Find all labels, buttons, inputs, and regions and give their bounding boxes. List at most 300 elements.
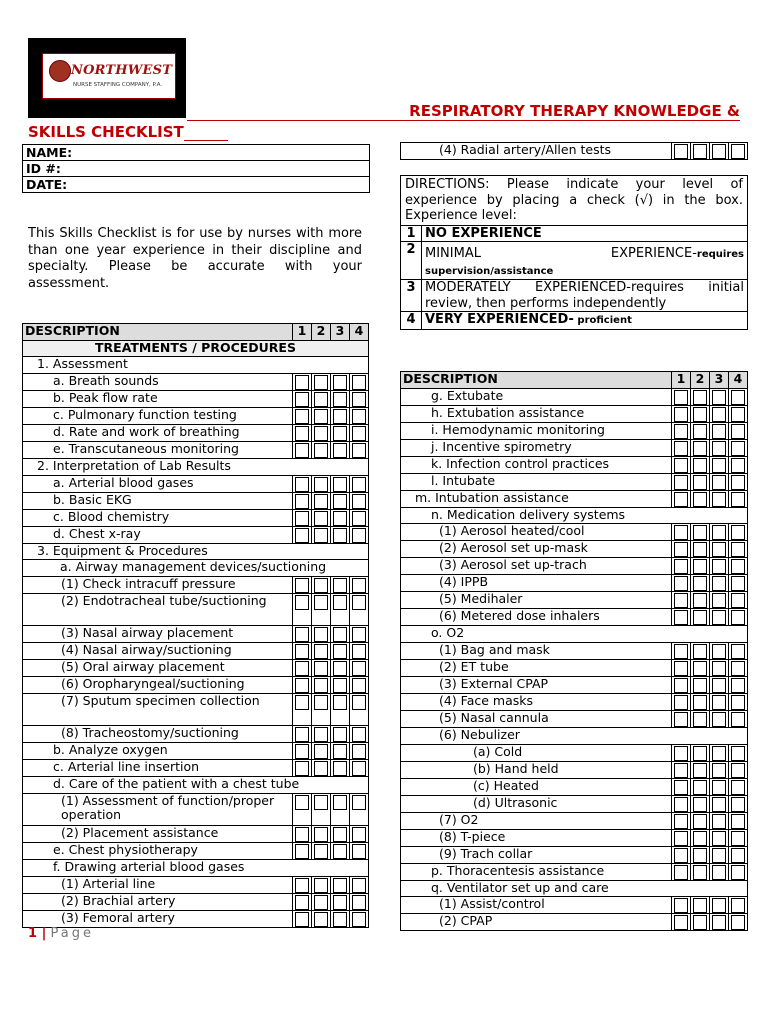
checkbox-3[interactable]: [710, 643, 729, 660]
checkbox-3[interactable]: [710, 143, 729, 160]
checkbox-1[interactable]: [672, 388, 691, 405]
table-row: [401, 914, 748, 931]
row-label: o. O2: [401, 626, 748, 643]
checkbox-4[interactable]: [729, 643, 748, 660]
row-label: 1. Assessment: [23, 357, 369, 374]
checkbox-3[interactable]: [331, 577, 350, 594]
table-row: [23, 374, 369, 391]
checkbox-3[interactable]: [331, 442, 350, 459]
checkbox-2[interactable]: [312, 893, 331, 910]
checkbox-4[interactable]: [350, 391, 369, 408]
checkbox-2[interactable]: [312, 825, 331, 842]
checkbox-2[interactable]: [312, 694, 331, 726]
checkbox-2[interactable]: [691, 422, 710, 439]
checkbox-2[interactable]: [312, 910, 331, 927]
checkbox-2[interactable]: [691, 829, 710, 846]
table-row: [23, 492, 369, 509]
checkbox-3[interactable]: [710, 473, 729, 490]
checkbox-2[interactable]: [691, 761, 710, 778]
checkbox-3[interactable]: [710, 388, 729, 405]
checkbox-4[interactable]: [350, 492, 369, 509]
row-label: (c) Heated: [401, 778, 672, 795]
table-row: [401, 846, 748, 863]
row-label: (7) Sputum specimen collection: [23, 694, 293, 726]
checkbox-4[interactable]: [350, 626, 369, 643]
checkbox-1[interactable]: [293, 374, 312, 391]
checkbox-4[interactable]: [350, 660, 369, 677]
checkbox-1[interactable]: [293, 825, 312, 842]
checkbox-1[interactable]: [672, 660, 691, 677]
date-field[interactable]: DATE:: [23, 177, 370, 193]
table-row: [23, 509, 369, 526]
checkbox-1[interactable]: [293, 677, 312, 694]
checkbox-3[interactable]: [710, 524, 729, 541]
checkbox-3[interactable]: [710, 405, 729, 422]
checkbox-1[interactable]: [293, 442, 312, 459]
checkbox-2[interactable]: [691, 795, 710, 812]
table-row: [23, 743, 369, 760]
table-row: [23, 459, 369, 476]
checkbox-1[interactable]: [672, 795, 691, 812]
checkbox-3[interactable]: [710, 456, 729, 473]
checkbox-4[interactable]: [729, 761, 748, 778]
checkbox-2[interactable]: [691, 575, 710, 592]
checkbox-2[interactable]: [312, 793, 331, 825]
checkbox-1[interactable]: [293, 893, 312, 910]
checkbox-2[interactable]: [691, 914, 710, 931]
radial-row-table: [400, 142, 748, 160]
checkbox-4[interactable]: [350, 743, 369, 760]
row-label: a. Breath sounds: [23, 374, 293, 391]
checkbox-1[interactable]: [293, 876, 312, 893]
row-label: a. Airway management devices/suctioning: [23, 560, 369, 577]
checkbox-1[interactable]: [293, 425, 312, 442]
row-label: e. Chest physiotherapy: [23, 842, 293, 859]
checkbox-4[interactable]: [729, 897, 748, 914]
checkbox-1[interactable]: [672, 711, 691, 728]
checkbox-4[interactable]: [350, 842, 369, 859]
checkbox-4[interactable]: [729, 405, 748, 422]
checkbox-2[interactable]: [691, 897, 710, 914]
table-row: [23, 408, 369, 425]
checkbox-1[interactable]: [672, 863, 691, 880]
description-header: DESCRIPTION: [23, 324, 293, 341]
checkbox-2[interactable]: [691, 592, 710, 609]
checkbox-4[interactable]: [729, 677, 748, 694]
id-field[interactable]: ID #:: [23, 161, 370, 177]
checkbox-2[interactable]: [691, 524, 710, 541]
checkbox-4[interactable]: [350, 793, 369, 825]
checkbox-1[interactable]: [672, 761, 691, 778]
checkbox-3[interactable]: [710, 422, 729, 439]
checkbox-1[interactable]: [672, 914, 691, 931]
checkbox-1[interactable]: [293, 526, 312, 543]
checkbox-1[interactable]: [293, 643, 312, 660]
checkbox-4[interactable]: [729, 660, 748, 677]
checkbox-1[interactable]: [293, 793, 312, 825]
checkbox-3[interactable]: [331, 492, 350, 509]
row-label: a. Arterial blood gases: [23, 475, 293, 492]
row-label: (3) Aerosol set up-trach: [401, 558, 672, 575]
checkbox-2[interactable]: [691, 490, 710, 507]
checkbox-3[interactable]: [710, 829, 729, 846]
table-row: [23, 643, 369, 660]
checkbox-3[interactable]: [710, 778, 729, 795]
table-row: [23, 777, 369, 794]
checkbox-4[interactable]: [729, 439, 748, 456]
table-row: [401, 795, 748, 812]
checkbox-3[interactable]: [331, 626, 350, 643]
table-row: [401, 490, 748, 507]
checkbox-4[interactable]: [350, 374, 369, 391]
checkbox-2[interactable]: [691, 711, 710, 728]
checkbox-4[interactable]: [729, 473, 748, 490]
checkbox-4[interactable]: [729, 558, 748, 575]
checkbox-4[interactable]: [350, 475, 369, 492]
checkbox-1[interactable]: [293, 694, 312, 726]
checkbox-4[interactable]: [729, 541, 748, 558]
checkbox-2[interactable]: [691, 541, 710, 558]
checkbox-1[interactable]: [672, 558, 691, 575]
checkbox-1[interactable]: [293, 492, 312, 509]
checkbox-1[interactable]: [672, 541, 691, 558]
row-label: 3. Equipment & Procedures: [23, 543, 369, 560]
checkbox-3[interactable]: [710, 863, 729, 880]
checkbox-2[interactable]: [691, 143, 710, 160]
checkbox-2[interactable]: [312, 509, 331, 526]
checkbox-1[interactable]: [672, 744, 691, 761]
checkbox-4[interactable]: [350, 526, 369, 543]
col-4-header: 4: [729, 372, 748, 389]
table-row: [401, 456, 748, 473]
checkbox-2[interactable]: [691, 812, 710, 829]
checkbox-2[interactable]: [312, 475, 331, 492]
basketball-icon: [49, 60, 71, 82]
checkbox-4[interactable]: [729, 914, 748, 931]
checkbox-3[interactable]: [710, 744, 729, 761]
checkbox-4[interactable]: [729, 795, 748, 812]
checkbox-4[interactable]: [350, 825, 369, 842]
checkbox-3[interactable]: [710, 694, 729, 711]
checkbox-4[interactable]: [350, 643, 369, 660]
checkbox-4[interactable]: [729, 829, 748, 846]
checkbox-2[interactable]: [691, 388, 710, 405]
row-label: (2) Endotracheal tube/suctioning: [23, 594, 293, 626]
directions-text: DIRECTIONS: Please indicate your level of experience by placing a check (√) in the box. Experience level:: [401, 176, 748, 226]
row-label: (1) Aerosol heated/cool: [401, 524, 672, 541]
row-label: (2) Aerosol set up-mask: [401, 541, 672, 558]
row-label: (2) Brachial artery: [23, 893, 293, 910]
checkbox-2[interactable]: [691, 439, 710, 456]
checkbox-4[interactable]: [350, 509, 369, 526]
checkbox-2[interactable]: [691, 846, 710, 863]
checkbox-2[interactable]: [312, 626, 331, 643]
checkbox-3[interactable]: [331, 391, 350, 408]
table-row: [401, 609, 748, 626]
checkbox-4[interactable]: [729, 778, 748, 795]
table-row: [23, 876, 369, 893]
table-row: [23, 543, 369, 560]
checkbox-1[interactable]: [672, 524, 691, 541]
checkbox-4[interactable]: [729, 846, 748, 863]
row-label: (6) Nebulizer: [401, 728, 748, 745]
checkbox-2[interactable]: [691, 473, 710, 490]
checkbox-2[interactable]: [312, 726, 331, 743]
table-row: [401, 626, 748, 643]
checkbox-1[interactable]: [672, 694, 691, 711]
checkbox-1[interactable]: [672, 829, 691, 846]
checkbox-3[interactable]: [331, 893, 350, 910]
checkbox-1[interactable]: [672, 897, 691, 914]
checkbox-4[interactable]: [350, 760, 369, 777]
checkbox-4[interactable]: [350, 442, 369, 459]
checkbox-1[interactable]: [672, 143, 691, 160]
checkbox-2[interactable]: [312, 391, 331, 408]
checkbox-1[interactable]: [293, 660, 312, 677]
row-label: b. Analyze oxygen: [23, 743, 293, 760]
checkbox-1[interactable]: [293, 594, 312, 626]
checkbox-3[interactable]: [331, 408, 350, 425]
checkbox-2[interactable]: [691, 677, 710, 694]
checkbox-3[interactable]: [331, 876, 350, 893]
checkbox-1[interactable]: [293, 391, 312, 408]
checkbox-3[interactable]: [331, 475, 350, 492]
checkbox-4[interactable]: [350, 425, 369, 442]
checkbox-1[interactable]: [672, 677, 691, 694]
page-footer: 1 | Page: [28, 926, 94, 941]
row-label: (d) Ultrasonic: [401, 795, 672, 812]
col-3-header: 3: [331, 324, 350, 341]
table-row: [401, 524, 748, 541]
checkbox-1[interactable]: [293, 726, 312, 743]
row-label: (5) Oral airway placement: [23, 660, 293, 677]
checkbox-2[interactable]: [312, 760, 331, 777]
checkbox-2[interactable]: [691, 778, 710, 795]
checkbox-2[interactable]: [691, 660, 710, 677]
checkbox-4[interactable]: [729, 524, 748, 541]
checkbox-1[interactable]: [672, 439, 691, 456]
checkbox-1[interactable]: [672, 456, 691, 473]
checkbox-3[interactable]: [710, 677, 729, 694]
checkbox-4[interactable]: [350, 577, 369, 594]
row-label: c. Pulmonary function testing: [23, 408, 293, 425]
row-label: g. Extubate: [401, 388, 672, 405]
checkbox-2[interactable]: [691, 744, 710, 761]
checkbox-3[interactable]: [331, 793, 350, 825]
checkbox-2[interactable]: [691, 643, 710, 660]
checkbox-2[interactable]: [312, 442, 331, 459]
checkbox-1[interactable]: [672, 473, 691, 490]
table-row: [23, 357, 369, 374]
row-label: c. Arterial line insertion: [23, 760, 293, 777]
checkbox-2[interactable]: [312, 492, 331, 509]
row-label: (6) Metered dose inhalers: [401, 609, 672, 626]
checkbox-2[interactable]: [312, 374, 331, 391]
table-row: [401, 388, 748, 405]
checkbox-4[interactable]: [350, 876, 369, 893]
row-label: (1) Assist/control: [401, 897, 672, 914]
table-row: [23, 694, 369, 726]
checkbox-3[interactable]: [710, 592, 729, 609]
row-label: (1) Bag and mask: [401, 643, 672, 660]
checkbox-1[interactable]: [293, 475, 312, 492]
checkbox-2[interactable]: [312, 408, 331, 425]
checkbox-4[interactable]: [729, 143, 748, 160]
checkbox-3[interactable]: [710, 660, 729, 677]
checkbox-4[interactable]: [350, 893, 369, 910]
checkbox-2[interactable]: [312, 577, 331, 594]
checkbox-3[interactable]: [710, 711, 729, 728]
checkbox-3[interactable]: [331, 825, 350, 842]
checkbox-2[interactable]: [691, 694, 710, 711]
table-row: [23, 677, 369, 694]
logo-subtitle: NURSE STAFFING COMPANY, P.A.: [73, 82, 163, 88]
description-header: DESCRIPTION: [401, 372, 672, 389]
checkbox-1[interactable]: [672, 592, 691, 609]
checkbox-3[interactable]: [331, 726, 350, 743]
name-field[interactable]: NAME:: [23, 145, 370, 161]
checkbox-3[interactable]: [331, 509, 350, 526]
checkbox-2[interactable]: [312, 526, 331, 543]
checkbox-3[interactable]: [331, 760, 350, 777]
checkbox-1[interactable]: [293, 743, 312, 760]
checkbox-1[interactable]: [293, 408, 312, 425]
table-row: [23, 425, 369, 442]
checkbox-3[interactable]: [710, 846, 729, 863]
checkbox-3[interactable]: [331, 694, 350, 726]
id-fields-table: [22, 144, 370, 193]
checkbox-1[interactable]: [672, 609, 691, 626]
checkbox-2[interactable]: [312, 876, 331, 893]
checkbox-4[interactable]: [729, 592, 748, 609]
checkbox-4[interactable]: [350, 694, 369, 726]
checkbox-4[interactable]: [350, 408, 369, 425]
checkbox-3[interactable]: [710, 575, 729, 592]
table-row: [401, 711, 748, 728]
checkbox-1[interactable]: [293, 760, 312, 777]
checkbox-3[interactable]: [710, 541, 729, 558]
col-1-header: 1: [293, 324, 312, 341]
checkbox-1[interactable]: [293, 509, 312, 526]
checkbox-3[interactable]: [710, 439, 729, 456]
checkbox-3[interactable]: [331, 425, 350, 442]
checkbox-2[interactable]: [691, 609, 710, 626]
checkbox-3[interactable]: [331, 374, 350, 391]
checkbox-1[interactable]: [672, 575, 691, 592]
checkbox-3[interactable]: [331, 660, 350, 677]
checkbox-3[interactable]: [710, 795, 729, 812]
checkbox-3[interactable]: [710, 914, 729, 931]
checkbox-4[interactable]: [729, 609, 748, 626]
level-label: MODERATELY EXPERIENCED-requires initial review, then performs independently: [422, 280, 748, 312]
checkbox-2[interactable]: [691, 863, 710, 880]
col-1-header: 1: [672, 372, 691, 389]
checkbox-3[interactable]: [331, 643, 350, 660]
checkbox-3[interactable]: [710, 609, 729, 626]
checkbox-1[interactable]: [293, 626, 312, 643]
checkbox-1[interactable]: [672, 778, 691, 795]
company-logo: [28, 38, 186, 118]
checkbox-3[interactable]: [331, 594, 350, 626]
checkbox-4[interactable]: [350, 594, 369, 626]
checkbox-2[interactable]: [312, 425, 331, 442]
checkbox-3[interactable]: [710, 761, 729, 778]
checkbox-4[interactable]: [350, 677, 369, 694]
checkbox-1[interactable]: [672, 643, 691, 660]
table-row: [401, 728, 748, 745]
checkbox-2[interactable]: [312, 594, 331, 626]
checkbox-4[interactable]: [350, 726, 369, 743]
checkbox-2[interactable]: [312, 677, 331, 694]
checkbox-1[interactable]: [293, 910, 312, 927]
checkbox-2[interactable]: [312, 743, 331, 760]
checkbox-3[interactable]: [710, 490, 729, 507]
checkbox-2[interactable]: [691, 405, 710, 422]
row-label: (2) ET tube: [401, 660, 672, 677]
checkbox-1[interactable]: [672, 422, 691, 439]
table-row: [23, 660, 369, 677]
checkbox-1[interactable]: [293, 577, 312, 594]
checkbox-3[interactable]: [710, 897, 729, 914]
checkbox-3[interactable]: [331, 910, 350, 927]
checkbox-1[interactable]: [672, 490, 691, 507]
left-checklist-table: [22, 323, 369, 928]
checkbox-4[interactable]: [729, 422, 748, 439]
checkbox-1[interactable]: [672, 812, 691, 829]
checkbox-3[interactable]: [331, 743, 350, 760]
checkbox-4[interactable]: [729, 388, 748, 405]
row-label: (3) Femoral artery: [23, 910, 293, 927]
col-4-header: 4: [350, 324, 369, 341]
checkbox-1[interactable]: [293, 842, 312, 859]
checkbox-3[interactable]: [331, 842, 350, 859]
checkbox-4[interactable]: [350, 910, 369, 927]
table-row: [401, 761, 748, 778]
row-label: d. Care of the patient with a chest tube: [23, 777, 369, 794]
checkbox-4[interactable]: [729, 490, 748, 507]
row-label: b. Peak flow rate: [23, 391, 293, 408]
checkbox-3[interactable]: [710, 558, 729, 575]
table-row: [401, 575, 748, 592]
checkbox-3[interactable]: [331, 677, 350, 694]
checkbox-2[interactable]: [312, 643, 331, 660]
checkbox-4[interactable]: [729, 694, 748, 711]
row-label: q. Ventilator set up and care: [401, 880, 748, 897]
row-label: (7) O2: [401, 812, 672, 829]
table-row: [401, 507, 748, 524]
checkbox-2[interactable]: [691, 456, 710, 473]
table-row: [401, 744, 748, 761]
checkbox-2[interactable]: [312, 660, 331, 677]
checkbox-3[interactable]: [710, 812, 729, 829]
row-label: (8) Tracheostomy/suctioning: [23, 726, 293, 743]
checkbox-1[interactable]: [672, 405, 691, 422]
table-row: [23, 577, 369, 594]
checkbox-2[interactable]: [312, 842, 331, 859]
checkbox-4[interactable]: [729, 711, 748, 728]
checkbox-4[interactable]: [729, 456, 748, 473]
checkbox-4[interactable]: [729, 575, 748, 592]
checkbox-4[interactable]: [729, 744, 748, 761]
checkbox-3[interactable]: [331, 526, 350, 543]
table-row: [23, 760, 369, 777]
checkbox-4[interactable]: [729, 863, 748, 880]
table-row: [23, 475, 369, 492]
checkbox-4[interactable]: [729, 812, 748, 829]
checkbox-2[interactable]: [691, 558, 710, 575]
row-label: (1) Assessment of function/proper operation: [23, 793, 293, 825]
checkbox-1[interactable]: [672, 846, 691, 863]
